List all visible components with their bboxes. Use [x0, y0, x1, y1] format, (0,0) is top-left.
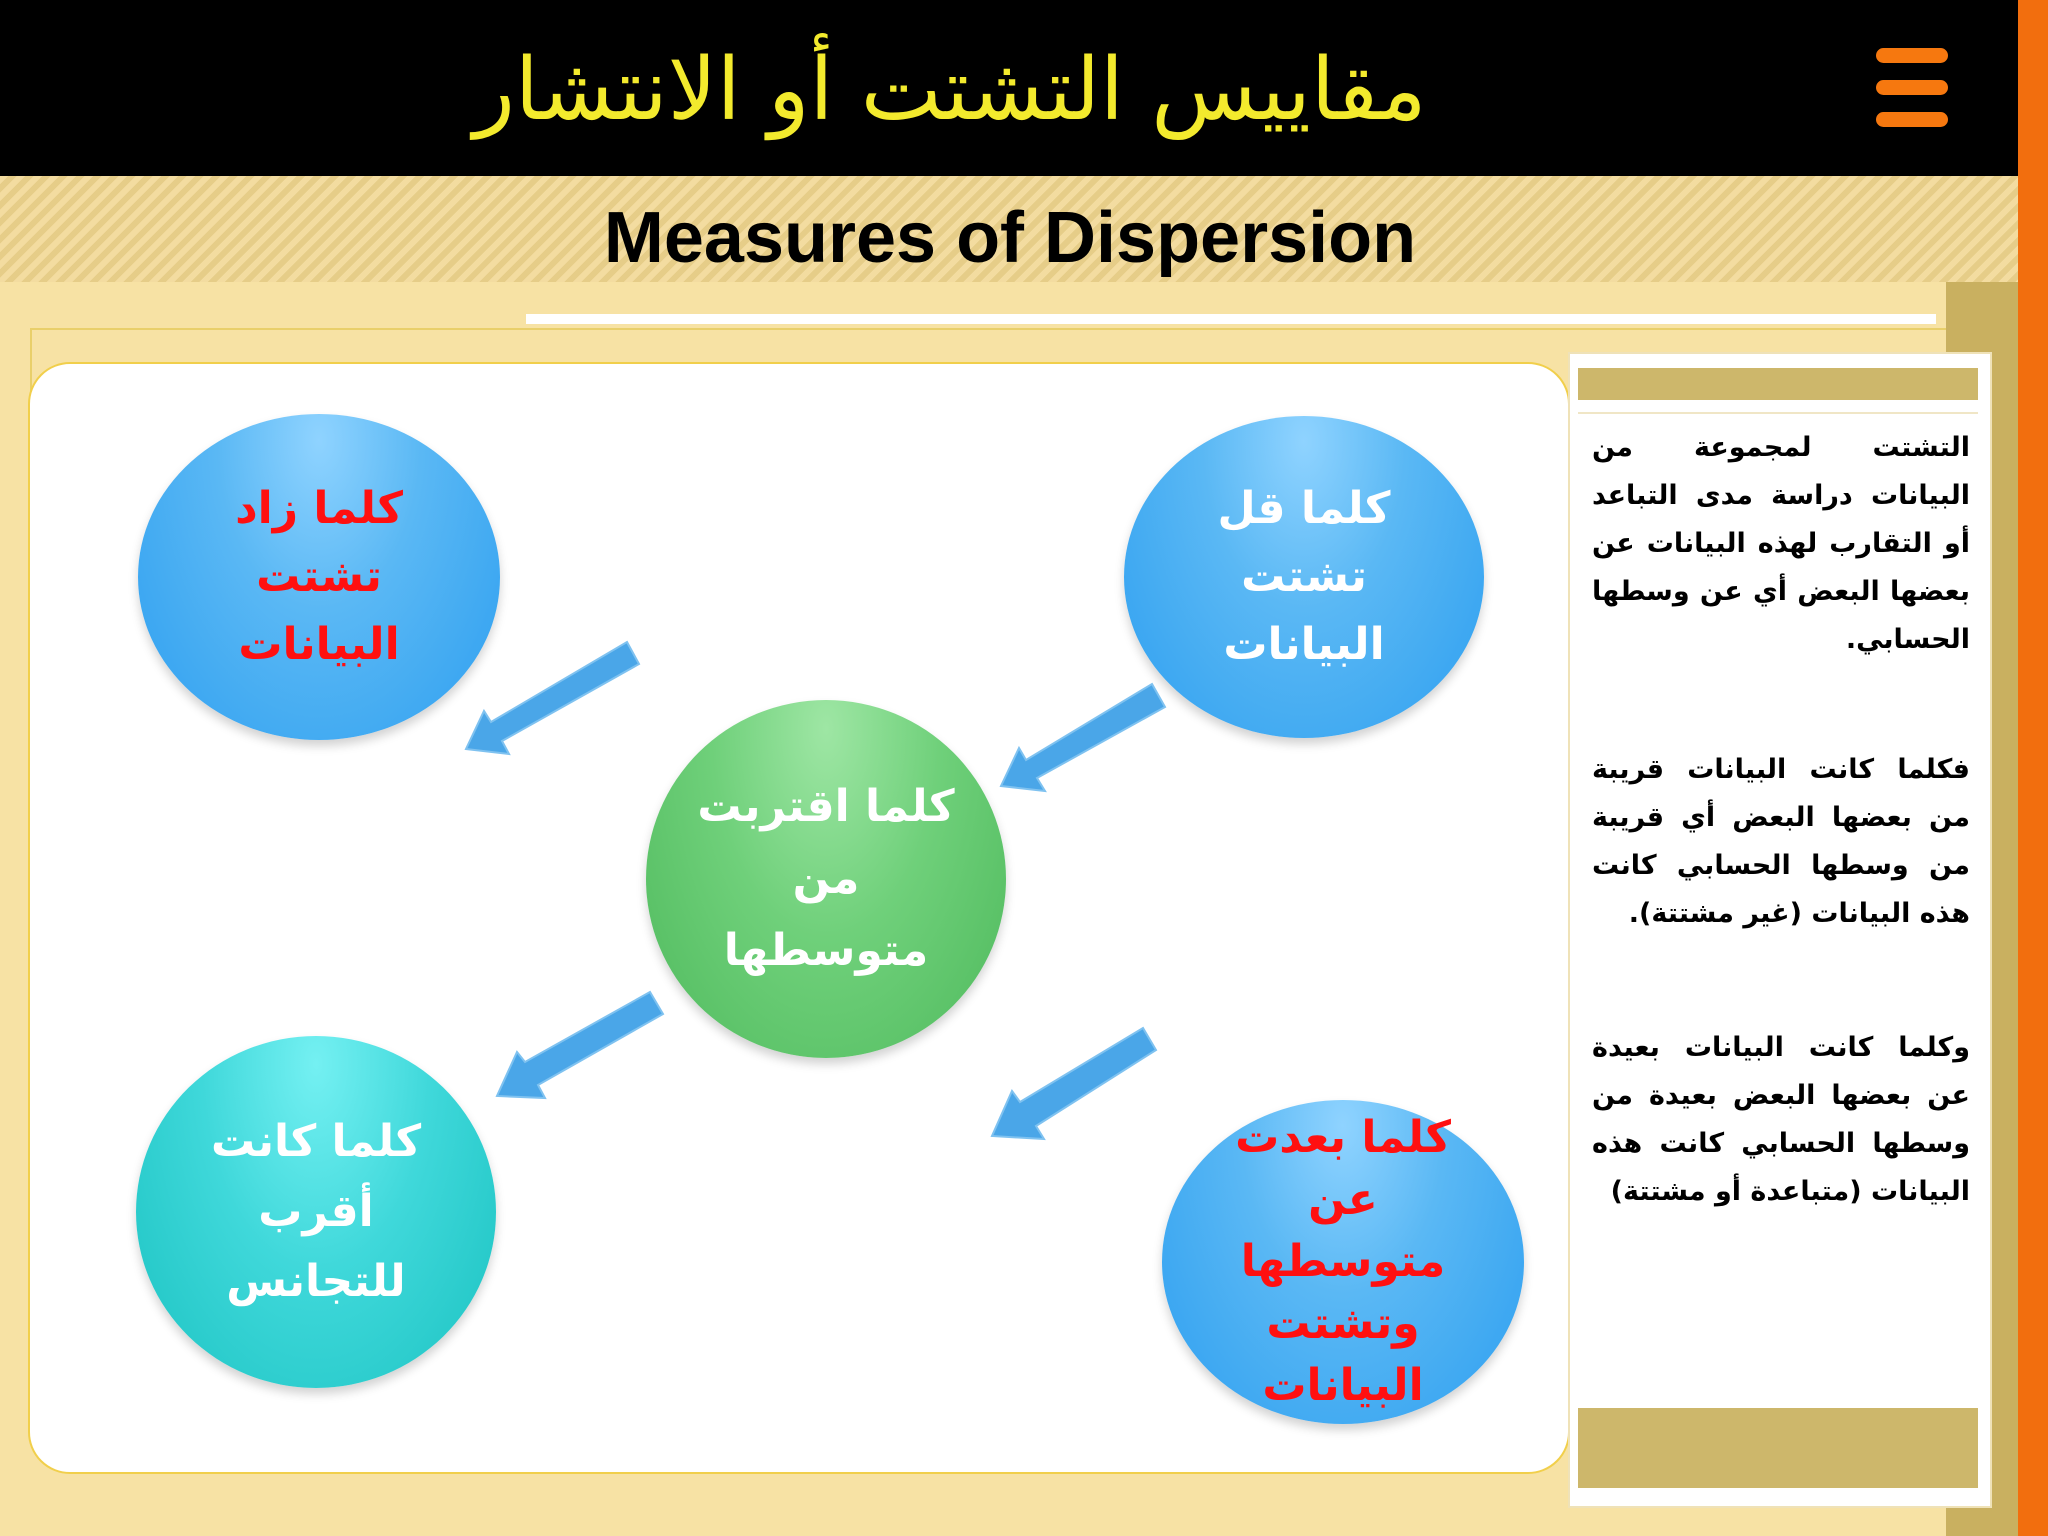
- menu-line-icon: [1876, 80, 1948, 95]
- node-closer-to-homogeneity: [136, 1036, 496, 1388]
- node-line: متوسطها: [723, 925, 929, 976]
- node-line: تشتت: [256, 551, 382, 602]
- slide-subtitle-english: Measures of Dispersion: [603, 198, 1417, 278]
- node-line: البيانات: [238, 619, 400, 670]
- divider-line: [30, 328, 1946, 330]
- node-closer-to-mean: [646, 700, 1006, 1058]
- node-line: كلما بعدت: [1235, 1112, 1451, 1163]
- node-line: البيانات: [1223, 619, 1385, 670]
- node-line: أقرب: [258, 1186, 374, 1237]
- node-line: عن: [1308, 1174, 1378, 1225]
- node-more-dispersion: [138, 414, 500, 740]
- node-line: كلما زاد: [235, 483, 403, 534]
- node-line: تشتت: [1241, 551, 1367, 602]
- node-line: كلما قل: [1217, 483, 1391, 534]
- side-panel-divider: [1578, 412, 1978, 414]
- hamburger-menu-icon[interactable]: [1876, 48, 1948, 128]
- side-panel-top-bar: [1578, 368, 1978, 400]
- node-line: متوسطها: [1240, 1236, 1446, 1287]
- node-line: البيانات: [1262, 1360, 1424, 1411]
- side-panel-bottom-bar: [1578, 1408, 1978, 1488]
- menu-line-icon: [1876, 112, 1948, 127]
- node-line: كلما اقتربت: [697, 781, 955, 832]
- right-accent-strip: [2018, 0, 2048, 1536]
- node-line: للتجانس: [226, 1256, 406, 1307]
- node-line: وتشتت: [1266, 1298, 1420, 1349]
- side-paragraph-far-data: وكلما كانت البيانات بعيدة عن بعضها البعض بعيدة من وسطها الحسابي كانت هذه البيانات (متباعدة أو مشتتة): [1592, 1032, 1970, 1207]
- side-paragraph-close-data: فكلما كانت البيانات قريبة من بعضها البعض أي قريبة من وسطها الحسابي كانت هذه البيانات (غير مشتتة).: [1592, 754, 1970, 929]
- node-further-from-mean: [1162, 1100, 1524, 1424]
- side-paragraph-definition: التشتت لمجموعة من البيانات دراسة مدى التباعد أو التقارب لهذه البيانات عن بعضها البعض أي عن وسطها الحسابي.: [1592, 432, 1970, 655]
- node-less-dispersion: [1124, 416, 1484, 738]
- node-line: كلما كانت: [210, 1116, 422, 1167]
- menu-line-icon: [1876, 48, 1948, 63]
- slide-title-arabic: مقاييس التشتت أو الانتشار: [473, 40, 1427, 140]
- subtitle-underline: [526, 314, 1936, 324]
- node-line: من: [792, 853, 860, 904]
